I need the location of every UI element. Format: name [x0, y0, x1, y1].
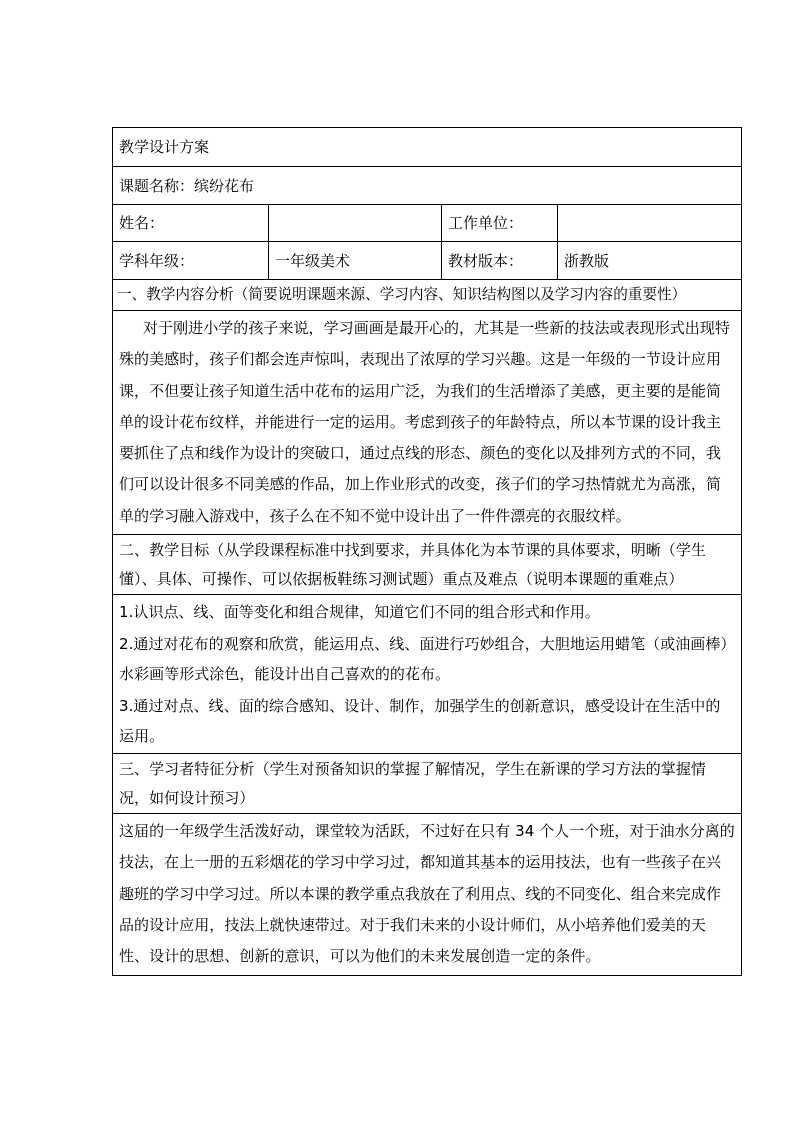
name-unit-row — [113, 205, 742, 242]
topic-value: 缤纷花布 — [194, 176, 255, 195]
content-analysis-body-row — [113, 311, 742, 535]
objective-item: 2.通过对花布的观察和欣赏，能运用点、线、面进行巧妙组合，大胆地运用蜡笔（或油画棒）水彩画等形式涂色，能设计出自己喜欢的的花布。 — [119, 635, 728, 684]
topic-row — [113, 167, 742, 205]
topic-cell — [113, 167, 742, 205]
content-analysis-heading-row — [113, 280, 742, 311]
document-title: 教学设计方案 — [113, 128, 742, 167]
subject-textbook-row — [113, 242, 742, 280]
textbook-value: 浙教版 — [558, 242, 742, 280]
learner-analysis-body-row — [113, 814, 742, 975]
objective-item: 3.通过对点、线、面的综合感知、设计、制作，加强学生的创新意识，感受设计在生活中的运用。 — [119, 697, 721, 746]
content-analysis-body: 对于刚进小学的孩子来说，学习画画是最开心的，尤其是一些新的技法或表现形式出现特殊的美感时，孩子们都会连声惊叫，表现出了浓厚的学习兴趣。这是一年级的一节设计应用课，不但要让孩子知道生活中花布的运用广泛，为我们的生活增添了美感，更主要的是能简单的设计花布纹样，并能进行一定的运用。考虑到孩子的年龄特点，所以本节课的设计我主要抓住了点和线作为设计的突破口，通过点线的形态、颜色的变化以及排列方式的不同，我们可以设计很多不同美感的作品，加上作业形式的改变，孩子们的学习热情就尤为高涨，简单的学习融入游戏中，孩子么在不知不觉中设计出了一件件漂亮的衣服纹样。 — [113, 311, 742, 535]
objectives-heading: 二、教学目标（从学段课程标准中找到要求，并具体化为本节课的具体要求，明晰（学生懂）、具体、可操作、可以依据板鞋练习测试题）重点及难点（说明本课题的重难点） — [113, 535, 742, 595]
title-row — [113, 128, 742, 167]
subject-label: 学科年级： — [113, 242, 269, 280]
learner-analysis-heading-row — [113, 754, 742, 814]
objectives-list — [113, 595, 742, 754]
objectives-heading-row — [113, 535, 742, 595]
unit-value — [558, 205, 742, 242]
topic-label: 课题名称： — [119, 176, 195, 195]
content-analysis-heading: 一、教学内容分析（简要说明课题来源、学习内容、知识结构图以及学习内容的重要性） — [113, 280, 742, 311]
learner-analysis-body: 这届的一年级学生活泼好动，课堂较为活跃，不过好在只有 34 个人一个班，对于油水分离的技法，在上一册的五彩烟花的学习中学习过，都知道其基本的运用技法，也有一些孩子在兴趣班的学习中学习过。所以本课的教学重点我放在了利用点、线的不同变化、组合来完成作品的设计应用，技法上就快速带过。对于我们未来的小设计师们，从小培养他们爱美的天性、设计的思想、创新的意识，可以为他们的未来发展创造一定的条件。 — [113, 814, 742, 975]
objectives-body-row — [113, 595, 742, 754]
lesson-plan-table — [112, 127, 742, 976]
subject-value: 一年级美术 — [269, 242, 442, 280]
learner-analysis-heading: 三、学习者特征分析（学生对预备知识的掌握了解情况，学生在新课的学习方法的掌握情况，如何设计预习） — [113, 754, 742, 814]
textbook-label: 教材版本： — [442, 242, 558, 280]
unit-label: 工作单位： — [442, 205, 558, 242]
objective-item: 1.认识点、线、面等变化和组合规律，知道它们不同的组合形式和作用。 — [119, 603, 600, 622]
name-value — [269, 205, 442, 242]
name-label: 姓名： — [113, 205, 269, 242]
